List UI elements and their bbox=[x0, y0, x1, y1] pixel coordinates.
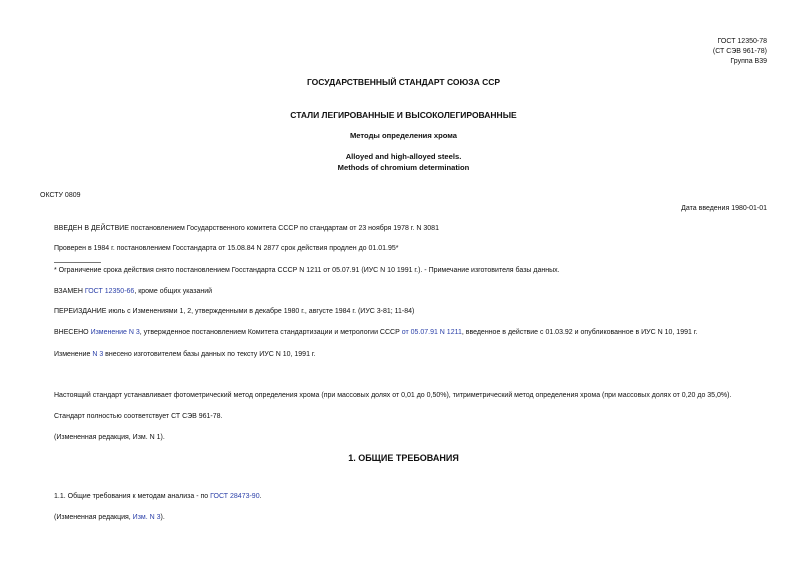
amendment-paragraph bbox=[54, 329, 697, 336]
amendment-3-note-suffix: внесено изготовителем базы данных по тексту ИУС N 10, 1991 г. bbox=[103, 351, 316, 358]
gost-28473-90-link[interactable]: ГОСТ 28473-90 bbox=[210, 493, 260, 500]
subtitle: Методы определения хрома bbox=[349, 131, 458, 140]
english-title-line2: Methods of chromium determination bbox=[337, 163, 470, 172]
main-title: СТАЛИ ЛЕГИРОВАННЫЕ И ВЫСОКОЛЕГИРОВАННЫЕ bbox=[290, 110, 517, 120]
amendment-3-link[interactable]: Изменение N 3 bbox=[90, 329, 140, 336]
state-standard-title: ГОСУДАРСТВЕННЫЙ СТАНДАРТ СОЮЗА ССР bbox=[306, 77, 501, 87]
edition-note-3 bbox=[54, 514, 165, 521]
amendment-3-note-prefix: Изменение bbox=[54, 351, 93, 358]
scope-paragraph: Настоящий стандарт устанавливает фотометрический метод определения хрома (при массовых долях от 0,01 до 0,50%), титриметрический метод определения хрома (при массовых долях от 0,20 до 35,0%). bbox=[54, 392, 732, 399]
intro-date: Дата введения 1980-01-01 bbox=[681, 205, 767, 212]
amendment-3-note bbox=[54, 351, 316, 358]
resolution-1211-link[interactable]: от 05.07.91 N 1211 bbox=[401, 329, 462, 336]
amendment-suffix: , введенное в действие с 01.03.92 и опубликованное в ИУС N 10, 1991 г. bbox=[461, 329, 698, 336]
reissue-paragraph: ПЕРЕИЗДАНИЕ июль с Изменениями 1, 2, утвержденными в декабре 1980 г., августе 1984 г. (ИУС 3-81; 11-84) bbox=[54, 308, 415, 315]
section-1-item-1 bbox=[54, 493, 262, 500]
document-group: Группа В39 bbox=[730, 58, 767, 65]
footnote: * Ограничение срока действия снято постановлением Госстандарта СССР N 1211 от 05.07.91 (ИУС N 10 1991 г.). - Примечание изготовителя базы данных. bbox=[54, 267, 560, 274]
amendment-n3-link[interactable]: N 3 bbox=[92, 351, 104, 358]
gost-12350-66-link[interactable]: ГОСТ 12350-66 bbox=[84, 288, 135, 295]
introduced-paragraph: ВВЕДЕН В ДЕЙСТВИЕ постановлением Государственного комитета СССР по стандартам от 23 ноября 1978 г. N 3081 bbox=[54, 225, 439, 232]
replaces-prefix: ВЗАМЕН bbox=[54, 288, 85, 295]
conformity-paragraph: Стандарт полностью соответствует СТ СЭВ 961-78. bbox=[54, 413, 223, 420]
edition-note-3-prefix: (Измененная редакция, bbox=[54, 514, 133, 521]
edition-note-1: (Измененная редакция, Изм. N 1). bbox=[54, 434, 165, 441]
oksts-code: ОКСТУ 0809 bbox=[40, 192, 81, 199]
item-1-1-suffix: . bbox=[259, 493, 262, 500]
replaces-suffix: , кроме общих указаний bbox=[134, 288, 213, 295]
english-title-line1: Alloyed and high-alloyed steels. bbox=[345, 152, 462, 161]
edition-note-3-suffix: ). bbox=[160, 514, 165, 521]
amendment-middle: , утвержденное постановлением Комитета стандартизации и метрологии СССР bbox=[139, 329, 402, 336]
document-code: ГОСТ 12350-78 bbox=[717, 38, 767, 45]
replaces-paragraph bbox=[54, 288, 212, 295]
amendment-prefix: ВНЕСЕНО bbox=[54, 329, 91, 336]
item-1-1-prefix: 1.1. Общие требования к методам анализа - по bbox=[54, 493, 211, 500]
section-1-title: 1. ОБЩИЕ ТРЕБОВАНИЯ bbox=[348, 453, 459, 463]
checked-paragraph: Проверен в 1984 г. постановлением Госстандарта от 15.08.84 N 2877 срок действия продлен до 01.01.95* bbox=[54, 245, 399, 252]
footnote-separator bbox=[54, 262, 101, 263]
document-equivalent: (СТ СЭВ 961-78) bbox=[712, 48, 767, 55]
izm-n3-link[interactable]: Изм. N 3 bbox=[132, 514, 161, 521]
